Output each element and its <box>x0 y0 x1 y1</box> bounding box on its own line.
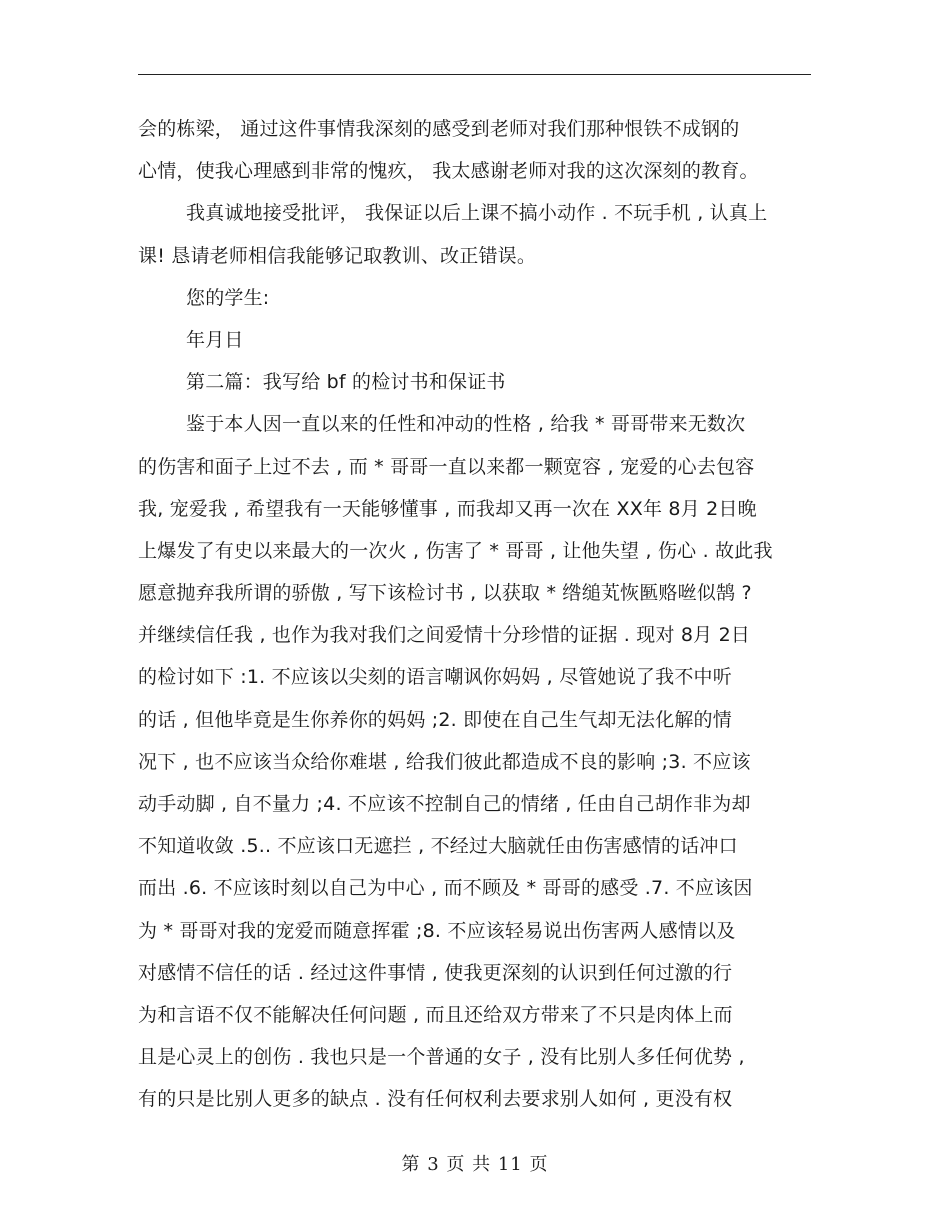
document-body <box>138 108 828 1121</box>
header-rule <box>138 74 811 75</box>
text-line: 上爆发了有史以来最大的一次火 , 伤害了 * 哥哥 , 让他失望 , 伤心 . 故此我 <box>138 539 773 562</box>
text-line: 鉴于本人因一直以来的任性和冲动的性格 , 给我 * 哥哥带来无数次 <box>186 413 746 436</box>
page-number-footer: 第 3 页 共 11 页 <box>401 1154 549 1175</box>
text-line: 而出 .6. 不应该时刻以自己为中心 , 而不顾及 * 哥哥的感受 .7. 不应该因 <box>138 877 753 900</box>
text-line: 的检讨如下 :1. 不应该以尖刻的语言嘲讽你妈妈 , 尽管她说了我不中听 <box>138 666 732 689</box>
signature-label: 您的学生: <box>186 286 270 309</box>
text-line: 我, 宠爱我 , 希望我有一天能够懂事 , 而我却又再一次在 XX年 8月 2日晚 <box>138 497 757 520</box>
text-line: 对感情不信任的话 . 经过这件事情 , 使我更深刻的认识到任何过激的行 <box>138 961 733 984</box>
text-line: 我真诚地接受批评， 我保证以后上课不搞小动作 . 不玩手机 , 认真上 <box>186 202 768 225</box>
text-line: 动手动脚 , 自不量力 ;4. 不应该不控制自己的情绪 , 任由自己胡作非为却 <box>138 793 751 815</box>
text-line: 不知道收敛 .5.. 不应该口无遮拦 , 不经过大脑就任由伤害感情的话冲口 <box>138 835 738 858</box>
text-line: 有的只是比别人更多的缺点 . 没有任何权利去要求别人如何 , 更没有权 <box>138 1088 733 1111</box>
text-line: 会的栋梁， 通过这件事情我深刻的感受到老师对我们那种恨铁不成钢的 <box>138 118 740 140</box>
text-line: 为 * 哥哥对我的宠爱而随意挥霍 ;8. 不应该轻易说出伤害两人感情以及 <box>138 919 736 942</box>
text-line: 愿意抛弃我所谓的骄傲 , 写下该检讨书 , 以获取 * 绺缒芄恢匦赂咝似鹄 ? <box>138 582 752 605</box>
text-line: 的伤害和面子上过不去 , 而 * 哥哥一直以来都一颗宽容 , 宠爱的心去包容 <box>138 455 755 478</box>
text-line: 的话 , 但他毕竟是生你养你的妈妈 ;2. 即使在自己生气却无法化解的情 <box>138 708 732 731</box>
text-line: 为和言语不仅不能解决任何问题 , 而且还给双方带来了不只是肉体上而 <box>138 1003 733 1026</box>
text-line: 况下 , 也不应该当众给你难堪 , 给我们彼此都造成不良的影响 ;3. 不应该 <box>138 750 751 773</box>
text-line: 心情，使我心理感到非常的愧疚， 我太感谢老师对我的这次深刻的教育。 <box>138 160 759 183</box>
text-line: 且是心灵上的创伤 . 我也只是一个普通的女子 , 没有比别人多任何优势 , <box>138 1046 745 1069</box>
text-line: 课! 恳请老师相信我能够记取教训、改正错误。 <box>138 244 537 267</box>
date-label: 年月日 <box>186 328 244 351</box>
text-line: 并继续信任我 , 也作为我对我们之间爱情十分珍惜的证据 . 现对 8月 2日 <box>138 624 751 647</box>
section-heading: 第二篇：我写给 bf 的检讨书和保证书 <box>186 371 506 394</box>
